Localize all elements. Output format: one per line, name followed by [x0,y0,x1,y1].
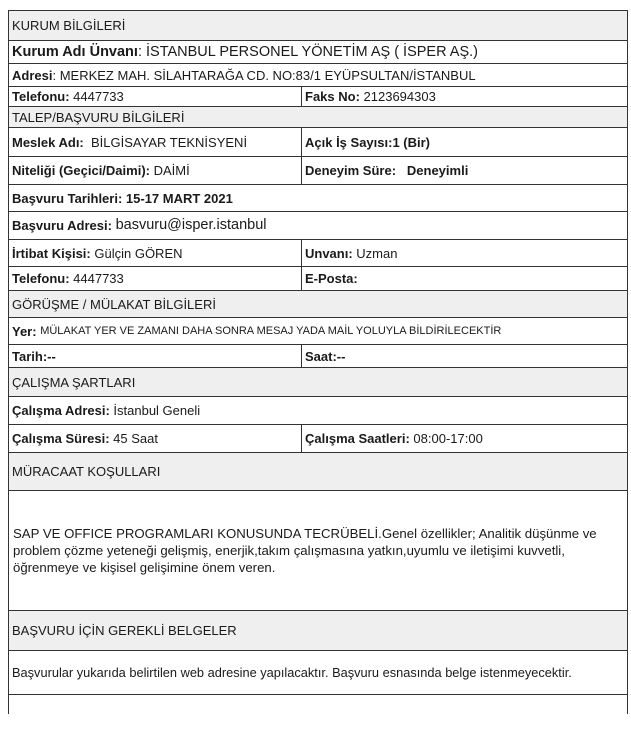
unvan-value: Uzman [356,245,398,261]
section-title: BAŞVURU İÇİN GEREKLİ BELGELER [12,623,237,638]
calisma-adres-row [9,396,627,424]
calisma-saat-value: 08:00-17:00 [413,431,483,446]
gorusme-tarih: Tarih:-- [12,348,56,364]
section-title: KURUM BİLGİLERİ [12,18,126,33]
section-calisma-header [9,367,627,396]
yer-row [9,317,627,344]
unvan-label: Unvanı: [305,245,353,261]
irtibat-row [9,239,627,266]
eposta-label: E-Posta: [305,271,358,286]
kurum-adi-row: Kurum Adı Ünvanı : İSTANBUL PERSONEL YÖNETİM AŞ ( İSPER AŞ.) [9,40,627,63]
talep-telefon-row [9,266,627,290]
section-talep-header [9,106,627,127]
calisma-adres-value: İstanbul Geneli [113,403,201,418]
kurum-telefon-value: 4447733 [73,89,124,104]
kurum-adi-value: İSTANBUL PERSONEL YÖNETİM AŞ ( İSPER AŞ.) [146,43,478,60]
deneyim-label: Deneyim Süre: [305,163,397,178]
calisma-sure-label: Çalışma Süresi: [12,431,110,446]
kurum-adres-label: Adresi [12,67,53,83]
section-belgeler-header [9,610,627,650]
section-gorusme-header [9,290,627,317]
irtibat-value: Gülçin GÖREN [94,245,183,261]
nitelik-label: Niteliği (Geçici/Daimi): [12,163,150,178]
kurum-adi-label: Kurum Adı Ünvanı [12,43,138,60]
basvuru-adres-label: Başvuru Adresi: [12,218,112,233]
meslek-value: BİLGİSAYAR TEKNİSYENİ [91,134,248,150]
section-kurum-header [9,10,627,40]
section-title: TALEP/BAŞVURU BİLGİLERİ [12,109,185,125]
nitelik-row [9,156,627,184]
gorusme-tarih-row [9,344,627,367]
irtibat-label: İrtibat Kişisi: [12,245,91,261]
section-title: GÖRÜŞME / MÜLAKAT BİLGİLERİ [12,296,216,312]
yer-value: MÜLAKAT YER VE ZAMANI DAHA SONRA MESAJ YADA MAİL YOLUYLA BİLDİRİLECEKTİR [40,324,502,337]
talep-telefon-label: Telefonu: [12,271,70,286]
calisma-sure-value: 45 Saat [113,431,158,446]
section-muracaat-header [9,452,627,490]
basvuru-adres-value: basvuru@isper.istanbul [115,217,267,233]
belgeler-text: Başvurular yukarıda belirtilen web adresine yapılacaktır. Başvuru esnasında belge istenmeyecektir. [12,665,572,680]
muracaat-text: SAP VE OFFICE PROGRAMLARI KONUSUNDA TECRÜBELİ.Genel özellikler; Analitik düşünme ve problem çözme yeteneği gelişmiş, enerjik,takım çalışmasına yatkın,uyumlu ve iletişimi kuvvetli, öğrenmeye ve kişisel gelişimine önem veren. [13,526,597,575]
deneyim-value: Deneyimli [406,163,469,178]
faks-value: 2123694303 [363,89,436,104]
muracaat-body-row [9,490,627,610]
section-title: ÇALIŞMA ŞARTLARI [12,374,136,390]
basvuru-tarih-row [9,184,627,211]
kurum-telefon-label: Telefonu: [12,89,70,104]
section-title: MÜRACAAT KOŞULLARI [12,464,161,479]
meslek-row [9,127,627,156]
calisma-adres-label: Çalışma Adresi: [12,403,110,418]
calisma-saat-label: Çalışma Saatleri: [305,431,410,446]
nitelik-value: DAİMİ [153,163,190,178]
gorusme-saat: Saat:-- [305,348,346,364]
belgeler-body-row [9,650,627,694]
kurum-telefon-row [9,86,627,106]
talep-telefon-value: 4447733 [73,271,124,286]
bottom-partial-row [9,694,627,714]
calisma-sure-row [9,424,627,452]
kurum-adres-row: Adresi : MERKEZ MAH. SİLAHTARAĞA CD. NO:83/1 EYÜPSULTAN/İSTANBUL [9,63,627,86]
meslek-label: Meslek Adı: [12,134,84,150]
job-posting-form [8,10,628,714]
faks-label: Faks No: [305,89,360,104]
yer-label: Yer: [12,323,37,339]
basvuru-adres-row [9,211,627,239]
basvuru-tarihleri: Başvuru Tarihleri: 15-17 MART 2021 [12,190,233,206]
acik-is-sayisi: Açık İş Sayısı:1 (Bir) [305,134,430,150]
kurum-adres-value: MERKEZ MAH. SİLAHTARAĞA CD. NO:83/1 EYÜPSULTAN/İSTANBUL [59,67,476,83]
